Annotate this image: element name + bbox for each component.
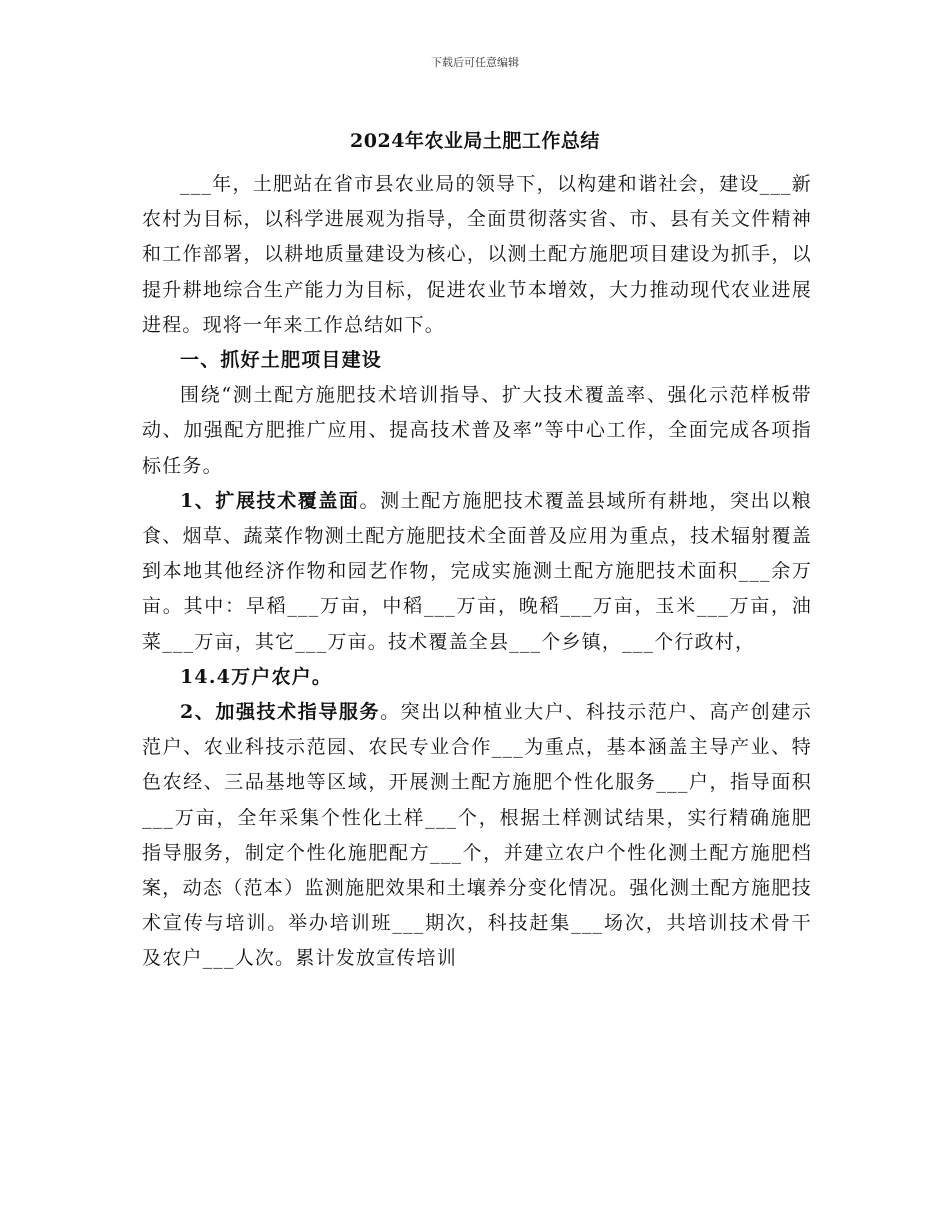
header-note: 下载后可任意编辑 [431, 56, 519, 69]
section-1-heading: 一、抓好土肥项目建设 [180, 349, 383, 372]
item-2-body: 。突出以种植业大户、科技示范户、高产创建示范户、农业科技示范园、农民专业合作___为重点，基本涵盖主导产业、特色农经、三品基地等区域，开展测土配方施肥个性化服务___户，指导面积___万亩，全年采集个性化土样___个，根据土样测试结果，实行精确施肥指导服务，制定个性化施肥配方___个，并建立农户个性化测土配方施肥档案，动态（范本）监测施肥效果和土壤养分变化情况。强化测土配方施肥技术宣传与培训。举办培训班___期次，科技赶集___场次，共培训技术骨干及农户___人次。累计发放宣传培训 [142, 701, 812, 970]
item-2-lead: 2、加强技术指导服务 [180, 701, 381, 724]
section-1-paragraph: 围绕“测土配方施肥技术培训指导、扩大技术覆盖率、强化示范样板带动、加强配方肥推广应用、提高技术普及率”等中心工作，全面完成各项指标任务。 [142, 384, 812, 477]
intro-paragraph: ___年，土肥站在省市县农业局的领导下，以构建和谐社会，建设___新农村为目标，以科学进展观为指导，全面贯彻落实省、市、县有关文件精神和工作部署，以耕地质量建设为核心，以测土配方施肥项目建设为抓手，以提升耕地综合生产能力为目标，促进农业节本增效，大力推动现代农业进展进程。现将一年来工作总结如下。 [142, 173, 812, 336]
item-1-lead: 1、扩展技术覆盖面 [180, 489, 360, 512]
item-1-tail: 14.4万户农户。 [180, 665, 333, 688]
document-body [142, 167, 812, 977]
document-title: 2024年农业局土肥工作总结 [350, 130, 600, 152]
item-2-paragraph [142, 695, 812, 977]
item-1-body: 。测土配方施肥技术覆盖县域所有耕地，突出以粮食、烟草、蔬菜作物测土配方施肥技术全面普及应用为重点，技术辐射覆盖到本地其他经济作物和园艺作物，完成实施测土配方施肥技术面积___余万亩。其中：早稻___万亩，中稻___万亩，晚稻___万亩，玉米___万亩，油菜___万亩，其它___万亩。技术覆盖全县___个乡镇，___个行政村， [142, 489, 812, 653]
item-1-paragraph [142, 484, 812, 660]
